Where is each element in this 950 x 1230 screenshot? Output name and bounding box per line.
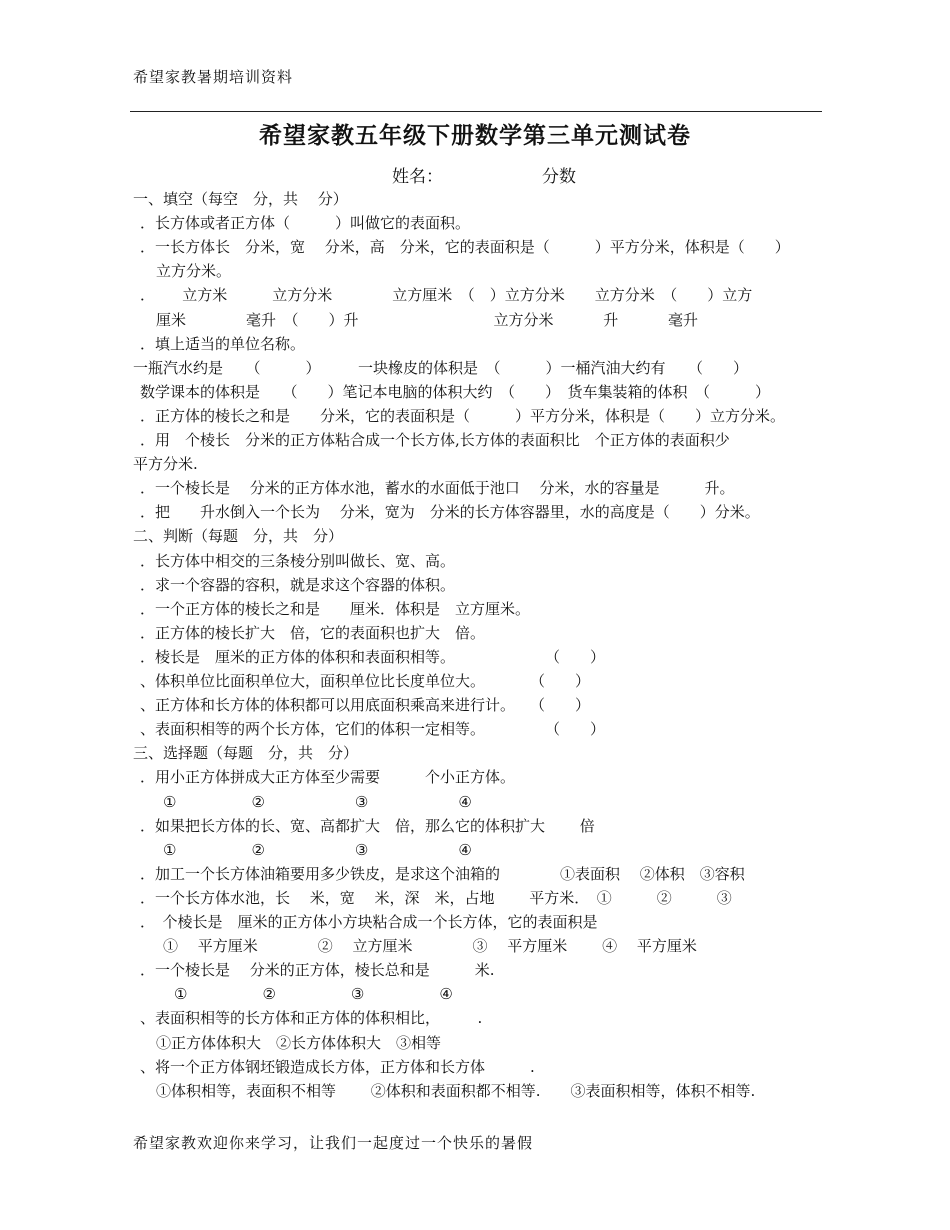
exam-line: ①体积相等，表面积不相等 ②体积和表面积都不相等. ③表面积相等，体积不相等. [156, 1082, 756, 1100]
exam-line: ．用小正方体拼成大正方体至少需要 个小正方体。 [140, 768, 516, 786]
exam-line: 三、选择题（每题 分，共 分） [133, 744, 359, 762]
exam-line: ．用 个棱长 分米的正方体粘合成一个长方体,长方体的表面积比 个正方体的表面积少 [140, 431, 730, 449]
exam-line: ．一个棱长是 分米的正方体水池，蓄水的水面低于池口 分米，水的容量是 升。 [140, 479, 735, 497]
exam-line: ．棱长是 厘米的正方体的体积和表面积相等。 （ ） [140, 648, 606, 666]
exam-line: 、表面积相等的长方体和正方体的体积相比， . [140, 1009, 483, 1027]
exam-line: ．把 升水倒入一个长为 分米，宽为 分米的长方体容器里，水的高度是（ ）分米。 [140, 503, 760, 521]
header-divider [130, 111, 822, 112]
exam-line: ．长方体中相交的三条棱分别叫做长、宽、高。 [140, 552, 456, 570]
exam-line: 立方分米。 [156, 262, 232, 280]
exam-line: 厘米 毫升 （ ）升 立方分米 升 毫升 [156, 311, 699, 329]
exam-line: 一瓶汽水约是 （ ） 一块橡皮的体积是 （ ）一桶汽油大约有 （ ） [133, 359, 749, 377]
exam-line: ．加工一个长方体油箱要用多少铁皮，是求这个油箱的 ①表面积 ②体积 ③容积 [140, 865, 745, 883]
name-label: 姓名： [392, 167, 443, 187]
exam-line: ．一长方体长 分米，宽 分米，高 分米，它的表面积是（ ）平方分米，体积是（ ） [140, 238, 790, 256]
exam-line: ．一个长方体水池，长 米，宽 米，深 米，占地 平方米． ① ② ③ [140, 889, 732, 907]
exam-line: ①正方体体积大 ②长方体体积大 ③相等 [156, 1034, 442, 1052]
page-footer: 希望家教欢迎你来学习，让我们一起度过一个快乐的暑假 [133, 1134, 534, 1152]
exam-line: ．如果把长方体的长、宽、高都扩大 倍，那么它的体积扩大 倍 [140, 817, 595, 835]
exam-line: 、将一个正方体钢坯锻造成长方体，正方体和长方体 . [140, 1058, 535, 1076]
exam-line: 、正方体和长方体的体积都可以用底面积乘高来进行计。 （ ） [140, 696, 591, 714]
exam-title: 希望家教五年级下册数学第三单元测试卷 [259, 122, 691, 149]
exam-line: 平方分米. [133, 455, 198, 473]
exam-line: ．正方体的棱长之和是 分米，它的表面积是（ ）平方分米，体积是（ ）立方分米。 [140, 407, 786, 425]
exam-line: ．长方体或者正方体（ ）叫做它的表面积。 [140, 214, 471, 232]
exam-line: ① ② ③ ④ [174, 985, 453, 1003]
exam-line: 数学课本的体积是 （ ）笔记本电脑的体积大约 （ ） 货车集装箱的体积 （ ） [140, 383, 771, 401]
score-label: 分数 [542, 167, 576, 187]
exam-line: ① 平方厘米 ② 立方厘米 ③ 平方厘米 ④ 平方厘米 [163, 937, 697, 955]
exam-line: 二、判断（每题 分，共 分） [133, 527, 344, 545]
exam-line: ． 立方米 立方分米 立方厘米 （ ）立方分米 立方分米 （ ）立方 [140, 286, 753, 304]
page-header: 希望家教暑期培训资料 [133, 68, 294, 86]
exam-line: ．一个棱长是 分米的正方体，棱长总和是 米. [140, 961, 495, 979]
exam-line: ． 个棱长是 厘米的正方体小方块粘合成一个长方体，它的表面积是 [140, 913, 598, 931]
exam-line: 、表面积相等的两个长方体，它们的体积一定相等。 （ ） [140, 720, 606, 738]
exam-line: ① ② ③ ④ [163, 841, 472, 859]
exam-line: ① ② ③ ④ [163, 793, 472, 811]
exam-line: ．填上适当的单位名称。 [140, 335, 306, 353]
exam-line: 、体积单位比面积单位大，面积单位比长度单位大。 （ ） [140, 672, 591, 690]
exam-line: 一、填空（每空 分，共 分） [133, 190, 348, 208]
exam-line: ．正方体的棱长扩大 倍，它的表面积也扩大 倍。 [140, 624, 486, 642]
exam-line: ．求一个容器的容积，就是求这个容器的体积。 [140, 576, 456, 594]
exam-line: ．一个正方体的棱长之和是 厘米．体积是 立方厘米。 [140, 600, 531, 618]
